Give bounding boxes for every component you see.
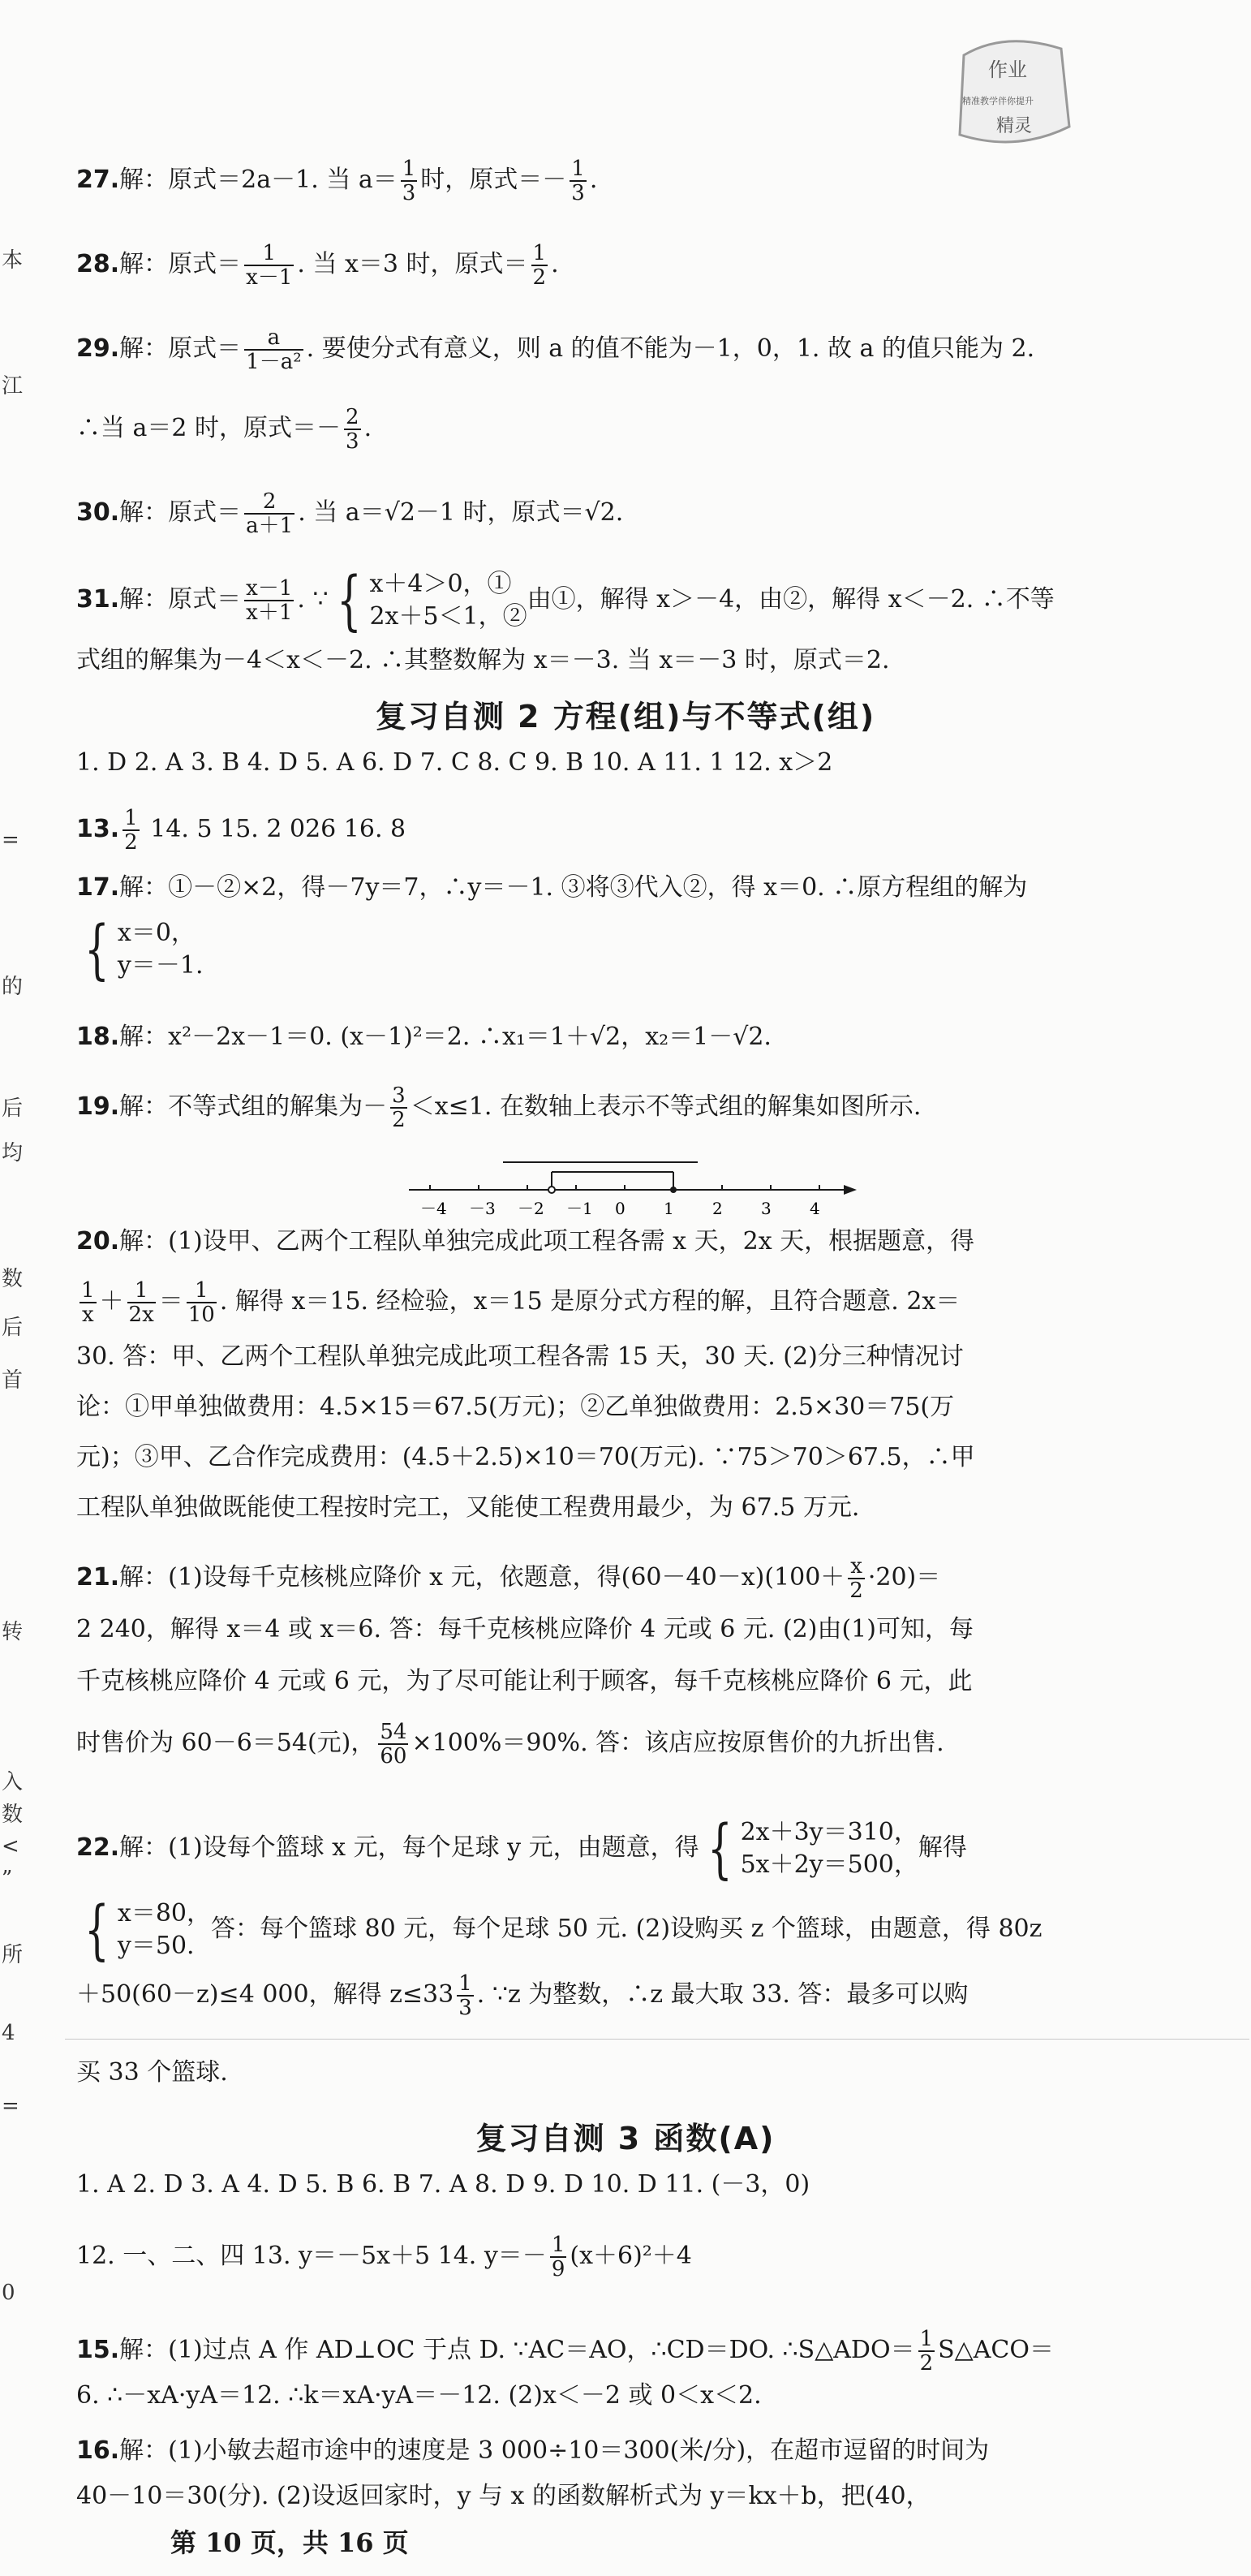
q21-line2: 2 240，解得 x＝4 或 x＝6. 答：每千克核桃应降价 4 元或 6 元. (2)由(1)可知，每 <box>76 1615 974 1643</box>
stamp-brand: 精灵 <box>996 116 1033 136</box>
homework-stamp <box>948 31 1077 153</box>
q19: 19.解：不等式组的解集为－ $\frac{3}{2}$ ＜x≤1. 在数轴上表示不等式组的解集如图所示. <box>76 1083 922 1132</box>
q20-line5: 元)；③甲、乙合作完成费用：(4.5＋2.5)×10＝70(万元). ∵75＞70＞67.5，∴甲 <box>76 1443 975 1471</box>
margin-fragment: 4 <box>2 2021 15 2045</box>
margin-fragment: = <box>2 828 19 852</box>
q22: 22.解：(1)设每个篮球 x 元，每个足球 y 元，由题意，得 { 2x＋3y＝310， 5x＋2y＝500， 解得 <box>76 1811 967 1886</box>
margin-fragment: < <box>2 1834 19 1859</box>
page-footer: 第 10 页，共 16 页 <box>170 2527 409 2558</box>
section-title-2: 复习自测 2 方程(组)与不等式(组) <box>375 699 876 734</box>
number-line-label: 3 <box>761 1199 772 1218</box>
margin-fragment: 的 <box>2 975 24 999</box>
q31-line2: 式组的解集为－4＜x＜－2. ∴其整数解为 x＝－3. 当 x＝－3 时，原式＝2. <box>76 646 890 674</box>
margin-fragment: 入 <box>2 1770 24 1794</box>
q22-line3: ＋50(60－z)≤4 000，解得 z≤33 $\frac{1}{3}$ . ∵z 为整数，∴z 最大取 33. 答：最多可以购 <box>76 1971 969 2020</box>
s2-answers-row1: 1. D 2. A 3. B 4. D 5. A 6. D 7. C 8. C 9. B 10. A 11. 1 12. x＞2 <box>76 748 833 777</box>
s2-answers-row2: 13. $\frac{1}{2}$ 14. 5 15. 2 026 16. 8 <box>76 806 406 855</box>
number-line-label: 1 <box>664 1199 674 1218</box>
q18: 18.解：x²－2x－1＝0. (x－1)²＝2. ∴x₁＝1＋√2，x₂＝1－√2. <box>76 1023 772 1051</box>
stamp-slogan: 精准教学伴你提升 <box>962 96 1034 106</box>
q31: 31.解：原式＝ $\frac{x-1}{x+1}$ . ∵ { x＋4＞0，① 2x＋5＜1，② 由①，解得 x＞－4，由②，解得 x＜－2. ∴不等 <box>76 562 1055 638</box>
number-line-label: 0 <box>615 1199 626 1218</box>
number-line-label: －4 <box>420 1199 447 1218</box>
q15-line2: 6. ∴－xA·yA＝12. ∴k＝xA·yA＝－12. (2)x＜－2 或 0＜x＜2. <box>76 2381 762 2410</box>
margin-fragment: 0 <box>2 2281 15 2305</box>
q22-line4: 买 33 个篮球. <box>76 2058 228 2087</box>
margin-fragment: 转 <box>2 1620 24 1644</box>
q20: 20.解：(1)设甲、乙两个工程队单独完成此项工程各需 x 天，2x 天，根据题意，得 <box>76 1227 975 1256</box>
q28: 28.解：原式＝ $\frac{1}{x-1}$ . 当 x＝3 时，原式＝ $\frac{1}{2}$ . <box>76 241 559 290</box>
number-line-label: 2 <box>712 1199 723 1218</box>
s3-answers-row1: 1. A 2. D 3. A 4. D 5. B 6. B 7. A 8. D 9. D 10. D 11. (－3，0) <box>76 2170 810 2199</box>
page-divider <box>65 2039 1249 2040</box>
margin-fragment: 所 <box>2 1943 24 1967</box>
q20-line2: $\frac{1}{x}$ ＋ $\frac{1}{2x}$ ＝ $\frac{1}{10}$ . 解得 x＝15. 经检验，x＝15 是原分式方程的解，且符合题意. 2x＝ <box>81 1278 961 1327</box>
stamp-title: 作业 <box>988 58 1027 81</box>
q22-line2: { x＝80， y＝50. 答：每个篮球 80 元，每个足球 50 元. (2)设购买 z 个篮球，由题意，得 80z <box>84 1892 1042 1967</box>
q17-system: { x＝0， y＝－1. <box>84 911 204 987</box>
margin-fragment: 首 <box>2 1368 24 1393</box>
q16: 16.解：(1)小敏去超市途中的速度是 3 000÷10＝300(米/分)，在超市逗留的时间为 <box>76 2436 990 2465</box>
q30: 30.解：原式＝ $\frac{2}{a+1}$ . 当 a＝√2－1 时，原式＝√2. <box>76 489 624 538</box>
q21-line3: 千克核桃应降价 4 元或 6 元，为了尽可能让利于顾客，每千克核桃应降价 6 元，此 <box>76 1667 973 1695</box>
margin-fragment: = <box>2 2094 19 2118</box>
number-line-label: －3 <box>469 1199 496 1218</box>
margin-fragment: 均 <box>2 1141 24 1165</box>
margin-fragment: 后 <box>2 1316 24 1340</box>
q21: 21.解：(1)设每千克核桃应降价 x 元，依题意，得(60－40－x)(100＋ $\frac{x}{2}$ ·20)＝ <box>76 1554 941 1603</box>
number-line-label: －2 <box>518 1199 544 1218</box>
number-line-figure <box>406 1151 860 1224</box>
s3-answers-row2: 12. 一、二、四 13. y＝－5x＋5 14. y＝－ $\frac{1}{9}$ (x＋6)²＋4 <box>76 2233 692 2281</box>
margin-fragment: 数 <box>2 1803 24 1827</box>
q16-line2: 40－10＝30(分). (2)设返回家时，y 与 x 的函数解析式为 y＝kx＋b，把(40， <box>76 2482 931 2510</box>
q20-line4: 论：①甲单独做费用：4.5×15＝67.5(万元)；②乙单独做费用：2.5×30＝75(万 <box>76 1393 955 1421</box>
q15: 15.解：(1)过点 A 作 AD⊥OC 于点 D. ∵AC＝AO，∴CD＝DO. ∴S△ADO＝ $\frac{1}{2}$ S△ACO＝ <box>76 2327 1054 2376</box>
q20-line6: 工程队单独做既能使工程按时完工，又能使工程费用最少，为 67.5 万元. <box>76 1493 860 1522</box>
number-line-label: 4 <box>810 1199 820 1218</box>
margin-fragment: 后 <box>2 1096 24 1121</box>
q21-line4: 时售价为 60－6＝54(元)， $\frac{54}{60}$ ×100%＝90%. 答：该店应按原售价的九折出售. <box>76 1720 944 1768</box>
q29-line2: ∴当 a＝2 时，原式＝－ $\frac{2}{3}$ . <box>76 405 372 454</box>
q27: 27.解：原式＝2a－1. 当 a＝ $\frac{1}{3}$ 时，原式＝－ $\frac{1}{3}$ . <box>76 157 598 205</box>
q17: 17.解：①－②×2，得－7y＝7，∴y＝－1. ③将③代入②，得 x＝0. ∴原方程组的解为 <box>76 873 1028 902</box>
q20-line3: 30. 答：甲、乙两个工程队单独完成此项工程各需 15 天，30 天. (2)分三种情况讨 <box>76 1342 964 1371</box>
margin-fragment: 本 <box>2 248 24 273</box>
q29: 29.解：原式＝ $\frac{a}{\text{1－a²}}$ . 要使分式有意义，则 a 的值不能为－1，0，1. 故 a 的值只能为 2. <box>76 325 1035 374</box>
margin-fragment: 数 <box>2 1267 24 1291</box>
margin-fragment: 江 <box>2 374 24 398</box>
section-title-3: 复习自测 3 函数(A) <box>475 2121 776 2156</box>
margin-fragment: ” <box>2 1867 13 1891</box>
number-line-label: －1 <box>566 1199 593 1218</box>
